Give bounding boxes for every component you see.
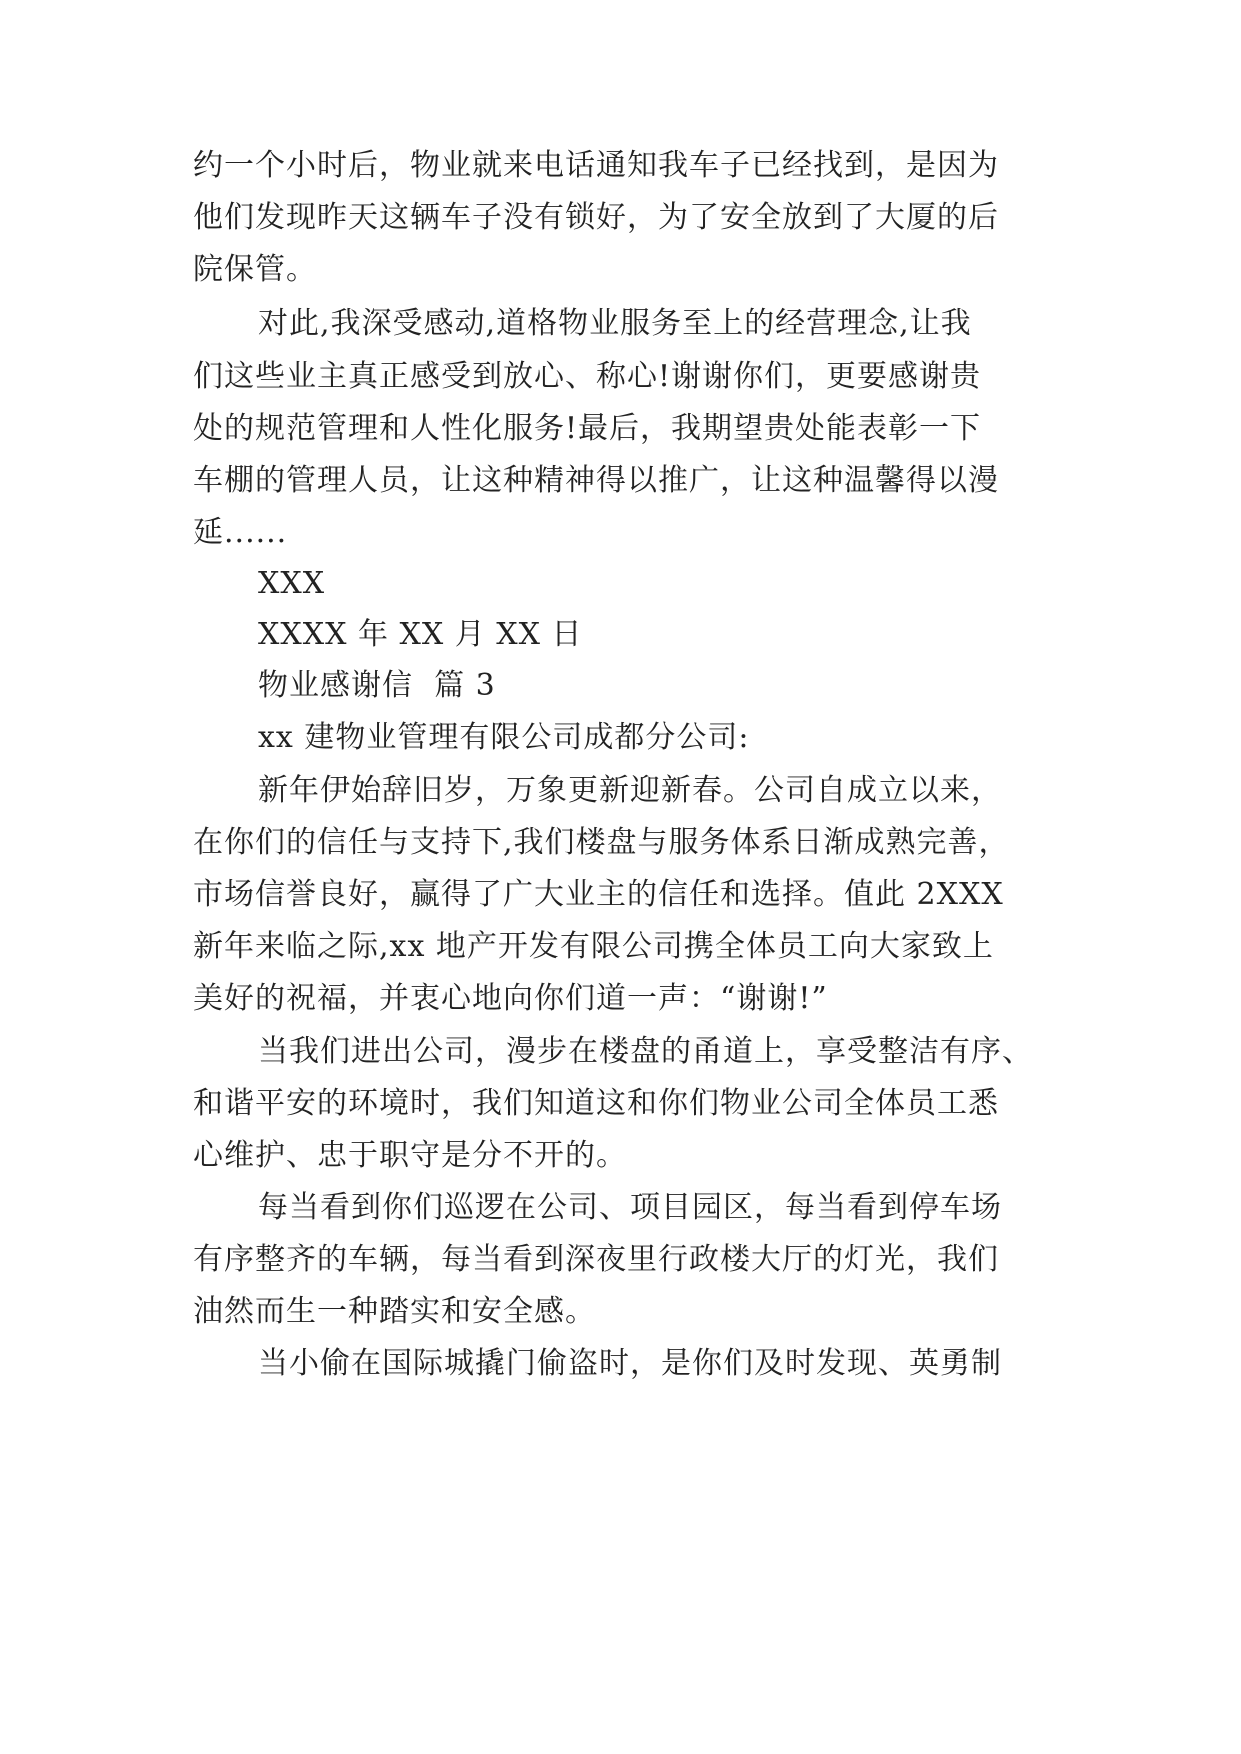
text-line: 油然而生一种踏实和安全感。 (193, 1294, 596, 1329)
letter-salutation: xx 建物业管理有限公司成都分公司: (258, 720, 750, 755)
text-line: 处的规范管理和人性化服务!最后，我期望贵处能表彰一下 (193, 411, 982, 446)
section-heading: 物业感谢信 篇 3 (258, 668, 496, 703)
text-line: 新年伊始辞旧岁，万象更新迎新春。公司自成立以来， (258, 773, 1002, 808)
text-line: 在你们的信任与支持下,我们楼盘与服务体系日渐成熟完善， (193, 825, 1010, 860)
text-line: 车棚的管理人员，让这种精神得以推广，让这种温馨得以漫 (193, 463, 999, 498)
text-line: 美好的祝福，并衷心地向你们道一声：“谢谢!” (193, 981, 828, 1016)
text-line: 约一个小时后，物业就来电话通知我车子已经找到，是因为 (193, 148, 999, 183)
text-line: 他们发现昨天这辆车子没有锁好，为了安全放到了大厦的后 (193, 200, 999, 235)
text-line: 当小偷在国际城撬门偷盗时，是你们及时发现、英勇制 (258, 1346, 1002, 1381)
text-line: 心维护、忠于职守是分不开的。 (193, 1138, 627, 1173)
signature-date: XXXX 年 XX 月 XX 日 (258, 617, 583, 652)
text-line: 市场信誉良好，赢得了广大业主的信任和选择。值此 2XXX (193, 877, 1004, 912)
text-line: 和谐平安的环境时，我们知道这和你们物业公司全体员工悉 (193, 1086, 999, 1121)
text-line: 当我们进出公司，漫步在楼盘的甬道上，享受整洁有序、 (258, 1034, 1033, 1069)
text-line: 新年来临之际,xx 地产开发有限公司携全体员工向大家致上 (193, 929, 994, 964)
text-line: 对此,我深受感动,道格物业服务至上的经营理念,让我 (258, 306, 972, 341)
text-line: 院保管。 (193, 252, 317, 287)
text-line: 延...... (193, 515, 288, 550)
text-line: 有序整齐的车辆，每当看到深夜里行政楼大厅的灯光，我们 (193, 1242, 999, 1277)
text-line: 每当看到你们巡逻在公司、项目园区，每当看到停车场 (258, 1190, 1002, 1225)
text-line: 们这些业主真正感受到放心、称心!谢谢你们，更要感谢贵 (193, 359, 982, 394)
signature-name: XXX (258, 566, 326, 601)
